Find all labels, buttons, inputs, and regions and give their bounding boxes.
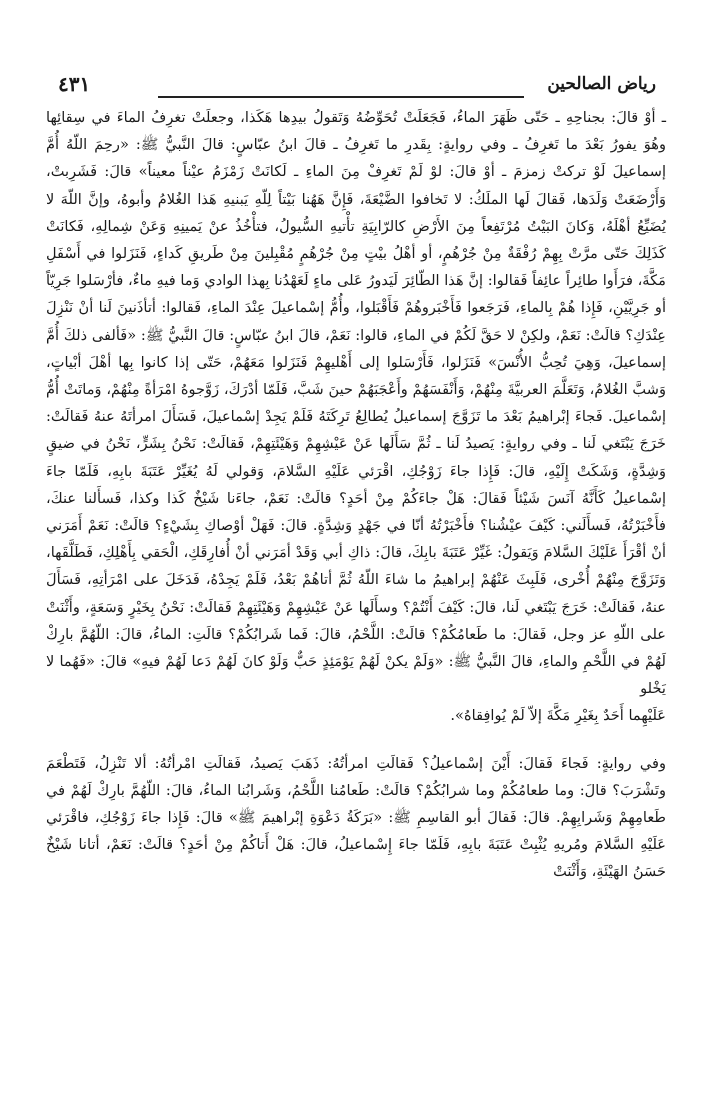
text-line: الماءُ، قالَ: اللّهُمَّ بارِكْ لَهُمْ في طَعامِهِمْ وَشَرابِهِمْ. قالَ: فَقالَ أبو القاسِمِ ﷺ: «بَرَكَةُ: [46, 781, 666, 827]
text-line: الضَّيْعَةَ، فَإِنَّ هَهُنا بَيْتاً لِلّهِ يَبنيهِ هَذا الغُلامُ وأبوهُ، وإنَّ اللّهَ لا يُضَيِّعُ أهْلَهُ، وَكانَ البَيْتُ: [46, 190, 666, 235]
text-line: فَدَخَلَ على امْرَأتِهِ، فَسَأَلَ عنهُ، فَقالَتْ: خَرَجَ يَبْتَغي لَنا، قالَ: كَيْفَ أَنْتُمْ؟ وسأَلَها عَنْ: [46, 571, 667, 616]
text-line: فَقالَتْ: نَحْنُ بِشَرٍّ، نَحْنُ في ضيقٍ وَشِدَّةٍ، وَشَكَتْ إِلَيْهِ، قالَ: فَإِذا جاءَ زَوْجُكِ، اقْرَئي: [46, 435, 666, 480]
text-line: قالَ النَّبيُّ ﷺ: «رحِمَ اللّهُ أُمَّ إسماعيلَ لَوْ تركتْ زمزمَ ـ أوْ قالَ: لوْ لَمْ تَغرِفْ مِنَ الماءِ ـ: [46, 136, 666, 181]
text-line: عَلَيْهِما أَحَدٌ بِغَيْرِ مَكَّةَ إلاّ لَمْ يُوافِقاهُ».: [450, 707, 666, 725]
text-line: قالَ النَّبيُّ ﷺ: «وَلَمْ يكنْ لَهُمْ يَوْمَئِذٍ حَبٌّ وَلَوْ كانَ لَهُمْ دَعا لَهُمْ فيهِ» قالَ: «فَهُما لا يَخْلو: [46, 653, 666, 698]
paragraph-1: [46, 104, 666, 702]
text-line: دَعْوَةِ إبْراهيمَ ﷺ» قالَ: فَإِذا جاءَ زَوْجُكِ، فاقْرَئي عَلَيْهِ السَّلامَ ومُريهِ يُثْبِتْ عَتَبَةَ بابِهِ، فَلَمّا: [46, 809, 666, 854]
text-line: عيْشُنا؟ فأَخْبَرْتُهُ أنّا في جَهْدٍ وَشِدَّةٍ. قالَ: فَهَلْ أوْصاكِ بِشَيْءٍ؟ قالَتْ: نَعَمْ أَمَرَني أنْ أقْرَأَ عَلَيْكَ: [46, 517, 667, 562]
text-line: عَيْشِهِمْ وَهَيْئَتِهِمْ فَقالَتْ: نَحْنُ بِخَيْرٍ وَسَعَةٍ، وأَثْنَتْ على اللّهِ عز وجل، فَقالَ: ما طَعامُكُمْ؟: [46, 598, 667, 643]
text-line: الماءَ في سِقائِها وهُوَ يفورُ بَعْدَ ما تَغرِفُ ـ وفي روايةٍ: بِقَدرِ ما تَغرِفُ ـ قالَ ابنُ عبّاسٍ:: [46, 109, 667, 154]
header-rule: [158, 96, 524, 98]
page-number: ٤٣١: [58, 72, 91, 96]
text-line: لَكانَتْ زَمْزَمُ عيْناً معيناً» قالَ: فَشَرِبتْ، وَأَرْضَعَتْ وَلَدَها، فَقالَ لَها الملَكُ: لا تَخافوا: [46, 163, 666, 208]
text-line: مرَّتْ بِهِمْ رُفْقَةٌ مِنْ جُرْهُمٍ، أو أهْلُ بيْتٍ مِنْ جُرْهُمٍ مُقْبِلينَ مِنْ طَريقِ كَداءٍ، فَنَزَلوا في: [86, 245, 598, 263]
text-line: أَسْفَلِ مَكَّةَ، فرَأَوا طائِراً عائِفاً فَقالوا: إنَّ هَذا الطّائِرَ لَيَدورُ عَلى ماءٍ لَعَهْدُنا بِهذا الوادي وَما: [46, 245, 666, 290]
text-line: عِنْدَ الماءِ، فَقالوا: أتأذَنينَ لَنا أنْ نَنْزِلَ عِنْدَكِ؟ قالَتْ: نَعَمْ، ولكِنْ لا حَقَّ لَكُمْ في الماءِ،: [46, 299, 667, 344]
text-line: وفي روايةٍ: فَجاءَ فَقالَ: أَيْنَ إسْماعيلُ؟ فَقالَتِ امرأتُهُ: ذَهَبَ يَصيدُ، فَقالَتِ امْرأتُهُ:: [154, 754, 667, 772]
paragraph-2: [46, 750, 666, 886]
text-line: ـ أوْ قالَ: بجناحِهِ ـ حَتّى ظَهَرَ الماءُ، فَجَعَلَتْ تُحَوِّضُهُ وَتَقولُ بيدِها هَكَذا، وجعلَتْ تغرِفُ: [151, 109, 666, 126]
paragraph-1-last-line: [46, 702, 666, 729]
text-line: أُمُّ إسْماعيلَ. فَجاءَ إبْراهيمُ بَعْدَ ما تَزَوَّجَ إسماعيلُ يُطالِعُ تَرِكَتَهُ فَلَمْ يَجِدْ إسْماعيلَ، فَسَأَلَ: [46, 381, 667, 426]
text-line: قالوا: نَعَمْ، قالَ ابنُ عبّاسٍ: قالَ النَّبيُّ ﷺ: «فَألفى ذلكَ أُمَّ إسماعيلَ، وَهِيَ تُحِبُّ الأُنْسَ»: [46, 326, 666, 371]
text-line: فَطَلَّقَها، وَتَزَوَّجَ مِنْهُمْ أُخْرى، فَلَبِثَ عَنْهُمْ إبراهيمُ ما شاءَ اللّهُ ثُمَّ أتاهُمْ بَعْدُ، فَلَمْ يَجِدْهُ،: [46, 544, 666, 589]
text-line: فَنَزَلوا، فَأَرْسَلوا إلى أَهْليهِمْ فَنَزَلوا مَعَهُمْ، حَتّى إذا كانوا بِها أهْلَ أبْياتٍ، وَشبَّ الغُلامُ،: [46, 353, 666, 399]
text-line: مُرْتَفِعاً مِنَ الأَرْضِ كالرّابِيَةِ تأْتيهِ السُّيولُ، فتأْخُذُ عنْ يَمينِهِ وَعَنْ شِمالِهِ، فَكانَتْ كَذَلِكَ حَتّى: [46, 217, 666, 263]
book-title: رياض الصالحين: [547, 74, 656, 94]
text-line: ألا تَنْزِلُ، فَتَطْعَمَ وتَشْرَبَ؟ قالَ: وما طعامُكُمْ وما شرابُكُمْ؟ قالَتْ: طَعامُنا اللَّحْمُ، وَشَرابُنا: [46, 754, 666, 799]
page-body: [46, 104, 666, 886]
page-header: [58, 70, 656, 102]
text-line: امرأتَهُ عنهُ فَقالَتْ: خَرَجَ يَبْتَغي لَنا ـ وفي روايةٍ: يَصيدُ لَنا ـ ثُمَّ سَأَلَها عَنْ عَيْشِهِمْ وَهَيْئَتِهِمْ،: [46, 408, 667, 453]
text-line: قالَتْ: اللَّحْمُ، قالَ: فَما شَرابُكُمْ؟ قالَتِ: الماءُ، قالَ: اللّهُمَّ بارِكْ لَهُمْ في اللَّحْمِ والماءِ،: [46, 625, 667, 671]
text-line: وَتَعَلَّمَ العربيَّةَ مِنْهُمْ، وَأَنْفَسَهُمْ وأَعْجَبَهُمْ حينَ شَبَّ، فَلَمّا أدْرَكَ، زَوَّجوهُ امْرَأةً مِنْهُمْ، وَماتَتْ: [63, 381, 585, 399]
text-line: السَّلامَ وَيَقولُ: غَيِّرْ عَتَبَةَ بابِكَ، قالَ: ذاكِ أبي وَقَدْ أمَرَني أنْ أُفارِقَكِ، الْحَقي بِأَهْلِكِ،: [98, 544, 583, 562]
text-line: عَلَيْهِ السَّلامَ، وَقولي لَهُ يُغَيِّرْ عَتَبَةَ بابِهِ، فَلَمّا جاءَ إسْماعيلُ كَأَنَّهُ آنَسَ شَيْئاً فَقالَ: هَلْ جاءَكُمْ: [46, 462, 666, 507]
text-line: مِنْ أحَدٍ؟ قالَتْ: نَعَمْ، جاءَنا شَيْخٌ كَذا وكذا، فَسأَلنا عنكَ، فأَخْبَرْتُهُ، فَسأَلَني: كَيْفَ: [46, 489, 666, 535]
text-line: فيهِ ماءٌ، فأرْسَلوا جَرِيّاً أو جَرِيَّيْنِ، فَإِذا هُمْ بِالماءِ، فَرَجَعوا فَأَخْبَروهُمْ فَأَقْبَلوا، وأُمُّ إسْماعيلَ: [46, 272, 666, 317]
text-line: جاءَ إِسْماعيلُ، قالَ: هَلْ أَتاكُمْ مِنْ أحَدٍ؟ قالَتْ: نَعَمْ، أتانا شَيْخٌ حَسَنُ الهَيْئَةِ، وَأَثْنَتْ: [46, 836, 666, 881]
